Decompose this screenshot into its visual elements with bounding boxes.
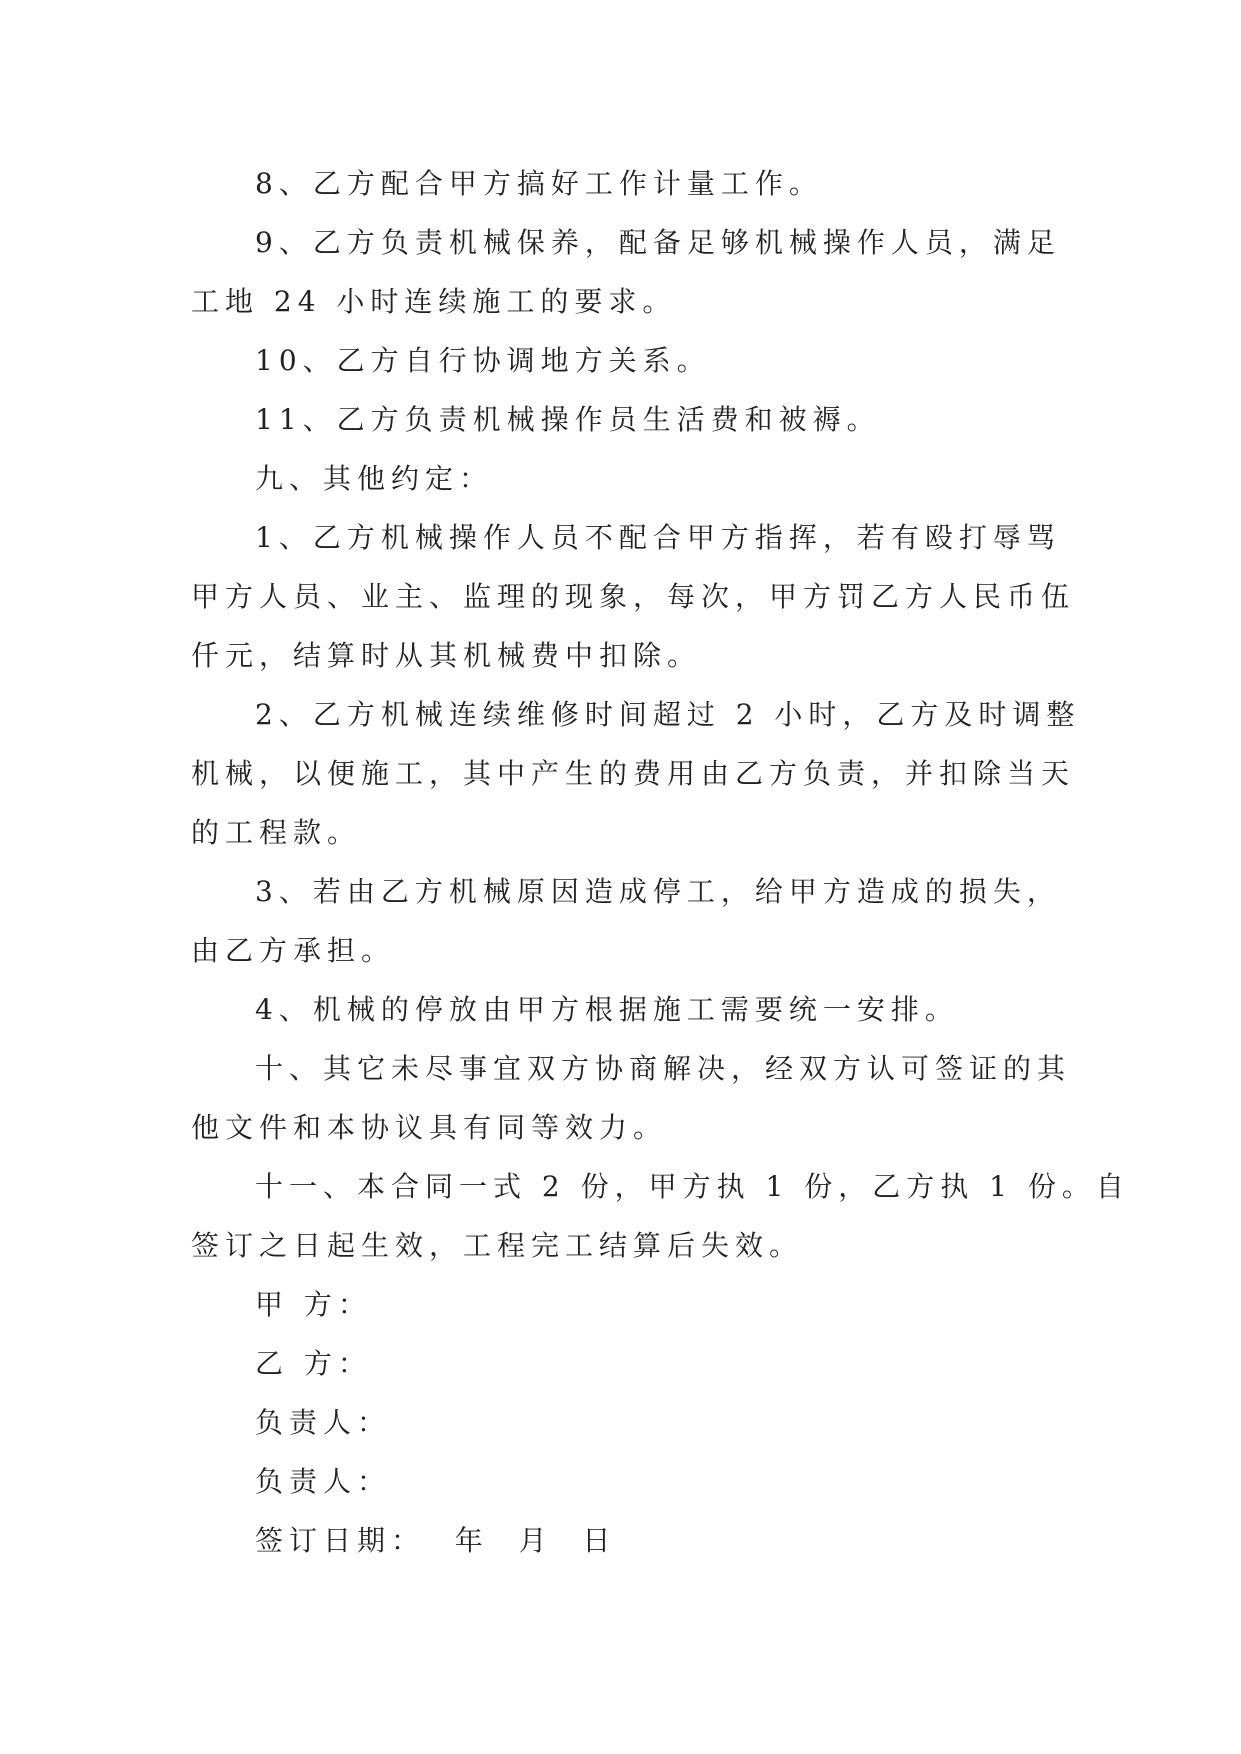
section-10 xyxy=(191,1039,1072,1157)
section-9-clause-1 xyxy=(191,508,1076,685)
text-line: 8、乙方配合甲方搞好工作计量工作。 xyxy=(255,167,823,200)
text-line: 十一、本合同一式 2 份，甲方执 1 份，乙方执 1 份。自 xyxy=(255,1170,1130,1203)
text-line: 4、机械的停放由甲方根据施工需要统一安排。 xyxy=(255,993,959,1026)
section-11 xyxy=(191,1157,1130,1275)
text-line: 十、其它未尽事宜双方协商解决，经双方认可签证的其 xyxy=(255,1052,1072,1085)
signing-date-label: 签订日期： 年 月 日 xyxy=(255,1524,617,1557)
responsible-b-label: 负责人： xyxy=(255,1465,392,1498)
text-line: 9、乙方负责机械保养，配备足够机械操作人员，满足 xyxy=(255,226,1061,259)
text-line: 机械，以便施工，其中产生的费用由乙方负责，并扣除当天 xyxy=(191,757,1076,790)
text-line: 由乙方承担。 xyxy=(191,934,396,967)
text-line: 11、乙方负责机械操作员生活费和被褥。 xyxy=(255,403,881,436)
text-line: 仟元，结算时从其机械费中扣除。 xyxy=(191,639,702,672)
clause-9 xyxy=(191,213,1061,331)
text-line: 1、乙方机械操作人员不配合甲方指挥，若有殴打辱骂 xyxy=(255,521,1061,554)
contract-body xyxy=(191,154,1130,1570)
text-line: 九、其他约定： xyxy=(255,462,494,495)
section-9-clause-2 xyxy=(191,685,1081,862)
text-line: 甲方人员、业主、监理的现象，每次，甲方罚乙方人民币伍 xyxy=(191,580,1076,613)
text-line: 工地 24 小时连续施工的要求。 xyxy=(191,285,677,318)
text-line: 2、乙方机械连续维修时间超过 2 小时，乙方及时调整 xyxy=(255,698,1081,731)
clause-11 xyxy=(191,390,1061,449)
text-line: 3、若由乙方机械原因造成停工，给甲方造成的损失， xyxy=(255,875,1061,908)
clause-8 xyxy=(191,154,1061,213)
party-a-label: 甲 方： xyxy=(255,1288,372,1321)
text-line: 他文件和本协议具有同等效力。 xyxy=(191,1111,668,1144)
text-line: 签订之日起生效，工程完工结算后失效。 xyxy=(191,1229,804,1262)
section-9-heading xyxy=(191,449,1061,508)
text-line: 10、乙方自行协调地方关系。 xyxy=(255,344,711,377)
party-b-label: 乙 方： xyxy=(255,1347,372,1380)
text-line: 的工程款。 xyxy=(191,816,362,849)
section-9-clause-4 xyxy=(191,980,1061,1039)
clause-10 xyxy=(191,331,1061,390)
responsible-a-label: 负责人： xyxy=(255,1406,392,1439)
section-9-clause-3 xyxy=(191,862,1061,980)
